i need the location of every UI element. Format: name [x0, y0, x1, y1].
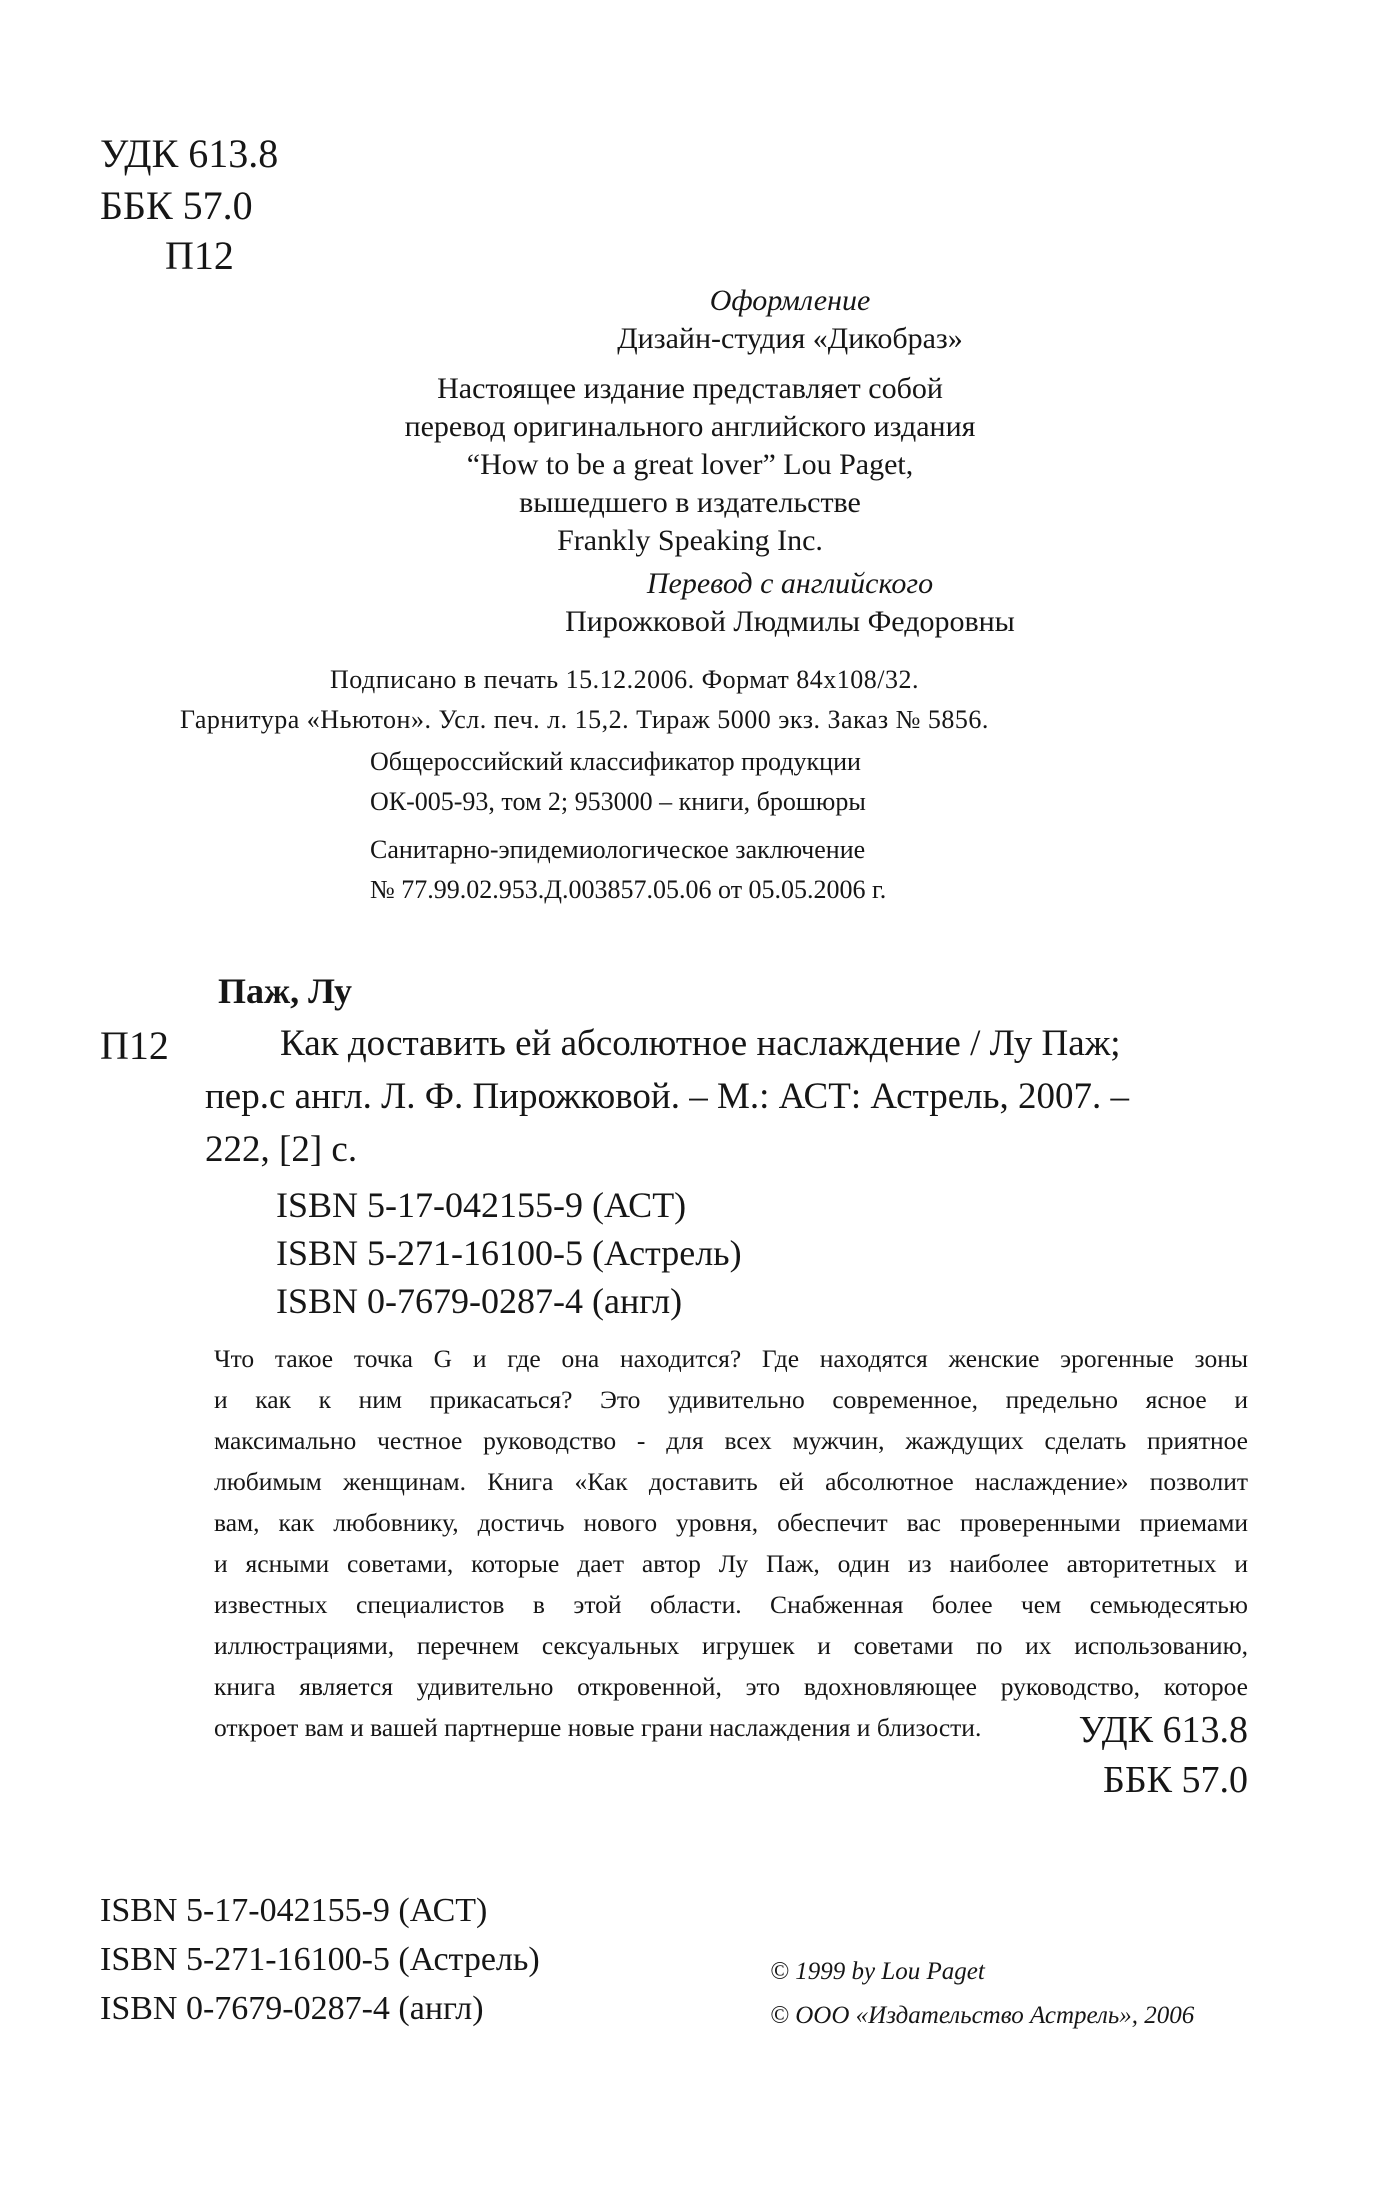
print-info-line: Гарнитура «Ньютон». Усл. печ. л. 15,2. Тираж 5000 экз. Заказ № 5856.	[180, 705, 989, 734]
original-edition-line: перевод оригинального английского издания	[404, 410, 976, 443]
annotation-line: книга является удивительно откровенной, это вдохновляющее руководство, которое	[214, 1672, 1248, 1701]
catalog-isbn: ISBN 5-17-042155-9 (АСТ)	[276, 1185, 687, 1225]
annotation-line: Что такое точка G и где она находится? Где находятся женские эрогенные зоны	[214, 1344, 1248, 1373]
footer-isbn-list	[100, 1886, 540, 2033]
annotation-line: откроет вам и вашей партнерше новые грани наслаждения и близости.	[214, 1713, 982, 1742]
catalog-isbn: ISBN 0-7679-0287-4 (англ)	[276, 1281, 683, 1321]
annotation-line: максимально честное руководство - для всех мужчин, жаждущих сделать приятное	[214, 1426, 1248, 1455]
print-info-line: Подписано в печать 15.12.2006. Формат 84x108/32.	[330, 665, 920, 694]
annotation-line: и ясными советами, которые дает автор Лу Паж, один из наиболее авторитетных и	[214, 1549, 1248, 1578]
annotation-line: и как к ним прикасаться? Это удивительно современное, предельно ясное и	[214, 1385, 1248, 1414]
translator-name: Пирожковой Людмилы Федоровны	[565, 605, 1015, 638]
copyright-line: © 1999 by Lou Paget	[770, 1958, 985, 1985]
sanitary-line: № 77.99.02.953.Д.003857.05.06 от 05.05.2006 г.	[370, 875, 887, 904]
original-edition-line: Frankly Speaking Inc.	[557, 524, 823, 557]
annotation-line: известных специалистов в этой области. Снабженная более чем семьюдесятью	[214, 1590, 1248, 1619]
catalog-title-line: 222, [2] с.	[205, 1129, 358, 1170]
translation-label: Перевод с английского	[646, 567, 934, 600]
catalog-title-line: пер.с англ. Л. Ф. Пирожковой. – М.: АСТ: Астрель, 2007. –	[205, 1076, 1129, 1117]
original-edition-note	[360, 370, 1020, 560]
print-info	[180, 660, 1180, 740]
annotation-line: иллюстрациями, перечнем сексуальных игрушек и советами по их использованию,	[214, 1631, 1248, 1660]
design-label: Оформление	[709, 284, 871, 317]
bbk-code-bottom: ББК 57.0	[1103, 1759, 1248, 1801]
original-edition-line: “How to be a great lover” Lou Paget,	[466, 448, 914, 481]
annotation-line: любимым женщинам. Книга «Как доставить ей абсолютное наслаждение» позволит	[214, 1467, 1248, 1496]
catalog-title-line: Как доставить ей абсолютное наслаждение / Лу Паж;	[280, 1023, 1121, 1064]
original-edition-line: Настоящее издание представляет собой	[437, 372, 943, 405]
book-annotation	[214, 1338, 1248, 1748]
footer-isbn: ISBN 5-17-042155-9 (АСТ)	[100, 1892, 488, 1929]
catalog-author: Паж, Лу	[218, 971, 353, 1011]
sanitary-conclusion	[370, 830, 1070, 910]
udk-code-top: УДК 613.8	[100, 131, 279, 176]
footer-isbn: ISBN 0-7679-0287-4 (англ)	[100, 1990, 484, 2027]
copyright-notice	[770, 1950, 1194, 2038]
catalog-isbn: ISBN 5-271-16100-5 (Астрель)	[276, 1233, 742, 1273]
product-classification	[370, 742, 1070, 822]
author-mark-top: П12	[165, 233, 234, 278]
footer-isbn: ISBN 5-271-16100-5 (Астрель)	[100, 1941, 540, 1978]
classification-line: ОК-005-93, том 2; 953000 – книги, брошюры	[370, 787, 866, 816]
udk-code-bottom: УДК 613.8	[1078, 1709, 1248, 1751]
copyright-line: © ООО «Издательство Астрель», 2006	[770, 2002, 1195, 2029]
original-edition-line: вышедшего в издательстве	[519, 486, 861, 519]
catalog-author-mark: П12	[100, 1023, 169, 1068]
annotation-line: вам, как любовнику, достичь нового уровня, обеспечит вас проверенными приемами	[214, 1508, 1248, 1537]
sanitary-line: Санитарно-эпидемиологическое заключение	[370, 835, 866, 864]
design-studio: Дизайн-студия «Дикобраз»	[617, 322, 963, 355]
bbk-code-top: ББК 57.0	[100, 183, 253, 228]
classification-line: Общероссийский классификатор продукции	[370, 747, 861, 776]
